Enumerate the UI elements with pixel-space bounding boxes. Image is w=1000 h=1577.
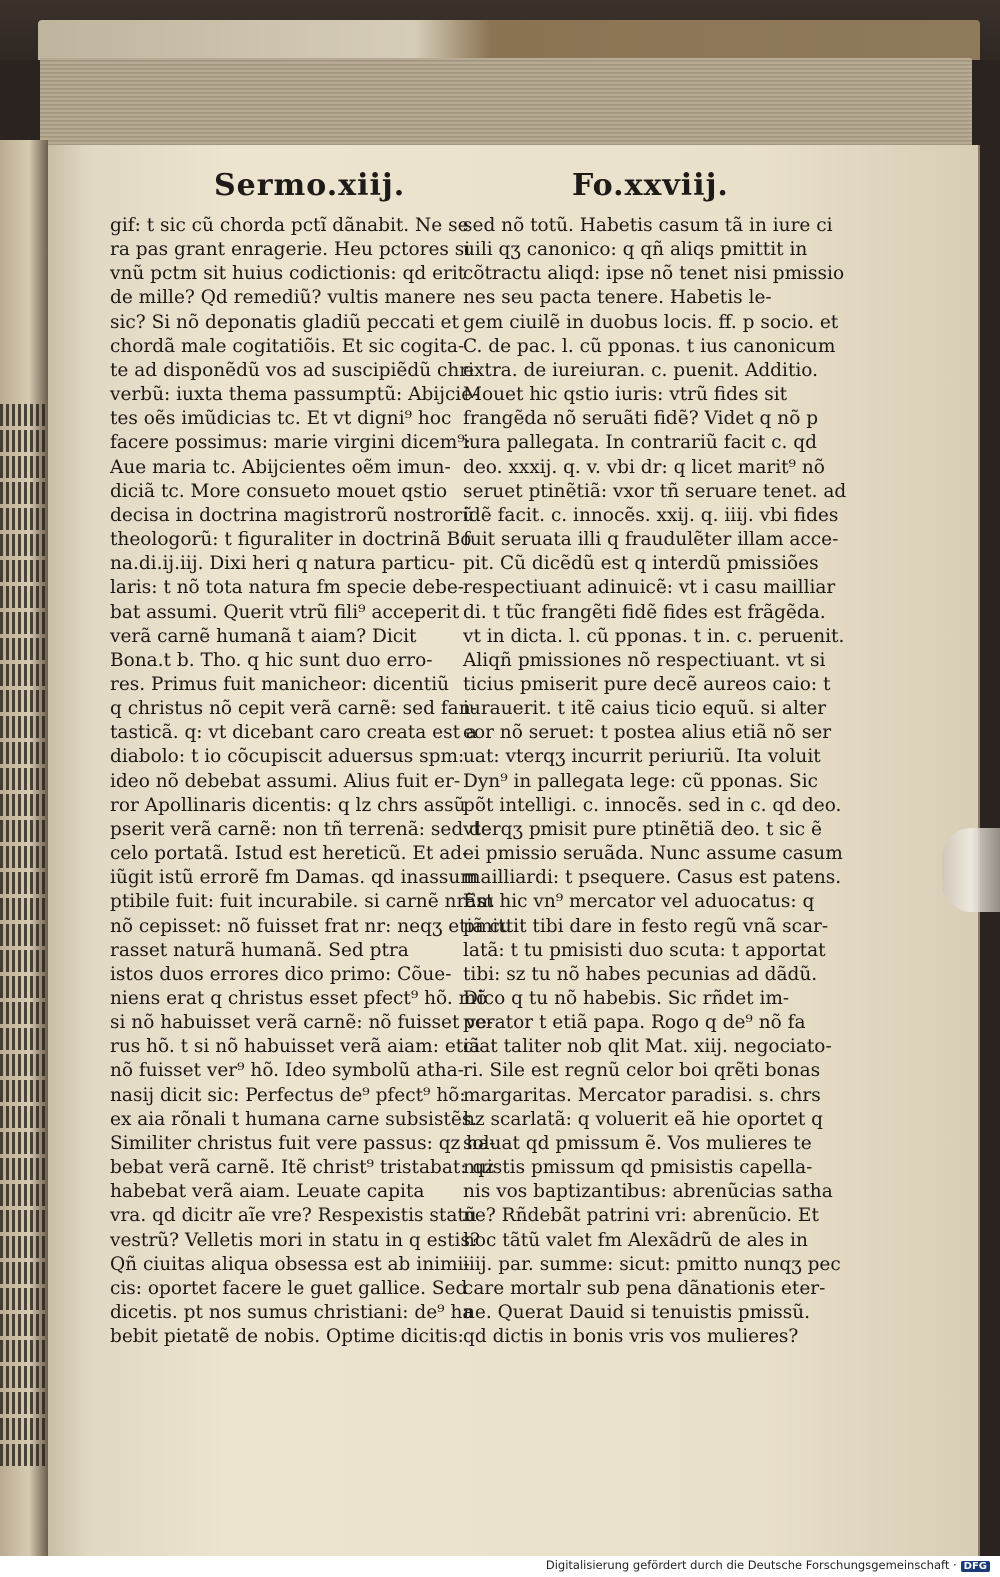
text-line: perator t etiã papa. Rogo q de⁹ nõ fa: [463, 1012, 806, 1034]
text-line: facere possimus: marie virgini dicem⁹:: [110, 432, 471, 454]
text-line: tibi: sz tu nõ habes pecunias ad dãdũ.: [463, 963, 818, 985]
text-line: di. t tũc frangẽti fidẽ fides est frãgẽda.: [463, 601, 826, 623]
text-line: si nõ habuisset verã carnẽ: nõ fuisset ve-: [110, 1012, 493, 1034]
text-line: res. Primus fuit manicheor: dicentiũ: [110, 673, 450, 695]
funding-text: Digitalisierung gefördert durch die Deutsche Forschungsgemeinschaft ·: [545, 1558, 957, 1572]
text-line: mailliardi: t psequere. Casus est patens.: [463, 867, 842, 889]
text-line: Aliqñ pmissiones nõ respectiuant. vt si: [463, 649, 826, 671]
left-page-text-fragment: [0, 400, 46, 1520]
text-line: theologorũ: t figuraliter in doctrinã Bo: [110, 529, 472, 551]
text-line: ra pas grant enragerie. Heu pctores si: [110, 239, 471, 261]
text-line: gem ciuilẽ in duobus locis. ff. p socio. et: [463, 311, 839, 333]
text-line: hz scarlatã: q voluerit eã hie oportet q: [463, 1108, 823, 1130]
text-line: diciã tc. More consueto mouet qstio: [110, 480, 448, 502]
text-line: pserit verã carnẽ: non tñ terrenã: sed de: [110, 818, 492, 840]
text-line: latã: t tu pmisisti duo scuta: t apportat: [463, 939, 826, 961]
text-line: vra. qd dicitr aĩe vre? Respexistis statũ: [110, 1205, 477, 1227]
text-line: bebat verã carnẽ. Itẽ christ⁹ tristabat: qz: [110, 1157, 494, 1179]
text-line: habebat verã aiam. Leuate capita: [110, 1181, 425, 1203]
text-line: Similiter christus fuit vere passus: qz ha-: [110, 1132, 496, 1154]
text-line: ne? Rñdebãt patrini vri: abrenũcio. Et: [463, 1205, 819, 1227]
text-line: idẽ facit. c. innocẽs. xxij. q. iiij. vbi fides: [463, 504, 839, 526]
text-line: ex aia rõnali t humana carne subsistẽs.: [110, 1108, 478, 1130]
text-line: uat: vterqʒ incurrit periuriũ. Ita voluit: [463, 746, 821, 768]
text-line: tasticã. q: vt dicebant caro creata est a: [110, 722, 477, 744]
text-line: Est hic vn⁹ mercator vel aduocatus: q: [463, 891, 815, 913]
text-line: nuistis pmissum qd pmisistis capella-: [463, 1157, 813, 1179]
text-column-left: [110, 214, 512, 1349]
text-line: verbũ: iuxta thema passumptũ: Abijcie-: [110, 384, 479, 406]
text-line: ri. Sile est regnũ celor boi qrẽti bonas: [463, 1060, 821, 1082]
text-line: chordã male cogitatiõis. Et sic cogita-: [110, 335, 465, 357]
text-line: te ad disponẽdũ vos ad suscipiẽdũ chri: [110, 359, 475, 381]
text-line: ticius pmiserit pure decẽ aureos caio: t: [463, 673, 831, 695]
funding-notice: [546, 1558, 990, 1572]
text-line: vterqʒ pmisit pure ptinẽtiã deo. t sic ẽ: [463, 818, 822, 840]
text-line: Bona.t b. Tho. q hic sunt duo erro-: [110, 649, 433, 671]
text-line: Mouet hic qstio iuris: vtrũ fides sit: [463, 384, 788, 406]
text-line: vt in dicta. l. cũ pponas. t in. c. peruenit.: [463, 625, 845, 647]
text-line: celo portatã. Istud est hereticũ. Et ad-: [110, 843, 469, 865]
text-line: Dico q tu nõ habebis. Sic rñdet im-: [463, 988, 790, 1009]
text-line: seruet ptinẽtiã: vxor tñ seruare tenet. ad: [463, 480, 847, 502]
text-line: iurauerit. t itẽ caius ticio equũ. si alter: [463, 698, 827, 720]
page-stack-edges: [40, 58, 972, 150]
text-line: care mortalr sub pena dãnationis eter-: [463, 1277, 826, 1299]
dfg-logo: DFG: [961, 1561, 990, 1572]
text-line: ideo nõ debebat assumi. Alius fuit er-: [110, 770, 461, 792]
text-line: nõ cepisset: nõ fuisset frat nr: neqʒ etiã cu: [110, 915, 512, 937]
text-line: iũgit istũ errorẽ fm Damas. qd inassum: [110, 867, 478, 889]
text-line: extra. de iureiuran. c. puenit. Additio.: [463, 359, 818, 381]
text-line: soluat qd pmissum ẽ. Vos mulieres te: [463, 1132, 812, 1154]
text-line: C. de pac. l. cũ pponas. t ius canonicum: [463, 335, 836, 357]
text-line: ptibile fuit: fuit incurabile. si carnẽ nrãm: [110, 891, 494, 913]
text-column-right: [463, 214, 847, 1349]
text-line: sic? Si nõ deponatis gladiũ peccati et: [110, 311, 459, 333]
footer-bar: [0, 1556, 1000, 1577]
text-line: dicetis. pt nos sumus christiani: de⁹ ha: [110, 1302, 474, 1324]
text-line: verã carnẽ humanã t aiam? Dicit: [110, 625, 417, 647]
text-line: iura pallegata. In contrariũ facit c. qd: [463, 432, 817, 454]
book-top-edge: [38, 20, 980, 60]
text-line: q christus nõ cepit verã carnẽ: sed fan-: [110, 698, 477, 720]
text-line: deo. xxxij. q. v. vbi dr: q licet marit⁹ nõ: [463, 456, 825, 478]
text-line: nasij dicit sic: Perfectus de⁹ pfect⁹ hõ:: [110, 1084, 466, 1106]
text-line: eor nõ seruet: t postea alius etiã nõ ser: [463, 722, 832, 744]
text-line: ei pmissio seruãda. Nunc assume casum: [463, 843, 843, 865]
text-line: bebit pietatẽ de nobis. Optime dicitis:: [110, 1326, 464, 1348]
folio-number: Fo.xxviij.: [572, 168, 729, 203]
text-line: Qñ ciuitas aliqua obsessa est ab inimi-: [110, 1253, 470, 1275]
text-line: diabolo: t io cõcupiscit aduersus spm:: [110, 746, 465, 768]
page-clip: [942, 828, 1000, 912]
text-line: rus hõ. t si nõ habuisset verã aiam: etiã: [110, 1036, 481, 1058]
text-line: ror Apollinaris dicentis: q lz chrs assũ: [110, 794, 466, 816]
text-line: nõ fuisset ver⁹ hõ. Ideo symbolũ atha-: [110, 1060, 464, 1082]
text-line: margaritas. Mercator paradisi. s. chrs: [463, 1084, 821, 1106]
text-line: vestrũ? Velletis mori in statu in q estis?: [110, 1229, 480, 1251]
text-line: decisa in doctrina magistrorũ nostrorũ: [110, 504, 475, 526]
left-page-fragment: [0, 140, 48, 1560]
text-line: uili qʒ canonico: q qñ aliqs pmittit in: [463, 239, 808, 261]
text-line: bat assumi. Querit vtrũ fili⁹ acceperit: [110, 601, 460, 623]
text-line: niens erat q christus esset pfect⁹ hõ. mõ: [110, 988, 488, 1009]
text-line: nis vos baptizantibus: abrenũcias satha: [463, 1181, 833, 1203]
text-line: Dyn⁹ in pallegata lege: cũ pponas. Sic: [463, 770, 818, 792]
text-line: pit. Cũ dicẽdũ est q interdũ pmissiões: [463, 553, 819, 575]
text-line: hoc tãtũ valet fm Alexãdrũ de ales in: [463, 1229, 808, 1251]
text-line: rasset naturã humanã. Sed ptra: [110, 939, 409, 961]
text-line: Aue maria tc. Abijcientes oẽm imun-: [110, 456, 451, 478]
text-line: na.di.ij.iij. Dixi heri q natura particu-: [110, 553, 456, 575]
text-line: cis: oportet facere le guet gallice. Sed: [110, 1277, 468, 1299]
text-line: ne. Querat Dauid si tenuistis pmissũ.: [463, 1302, 810, 1324]
text-line: frangẽda nõ seruãti fidẽ? Videt q nõ p: [463, 408, 819, 430]
text-line: vnũ pctm sit huius codictionis: qd erit: [110, 263, 466, 285]
text-line: qd dictis in bonis vris vos mulieres?: [463, 1326, 799, 1348]
text-line: istos duos errores dico primo: Cõue-: [110, 963, 452, 985]
text-line: fuit seruata illi q fraudulẽter illam acce-: [463, 529, 839, 551]
text-line: gif: t sic cũ chorda pctĩ dãnabit. Ne se: [110, 215, 469, 236]
text-line: iiij. par. summe: sicut: pmitto nunqʒ pec: [463, 1253, 841, 1275]
text-line: respectiuant adinuicẽ: vt i casu mailliar: [463, 577, 836, 599]
running-header-left: Sermo.xiij.: [214, 168, 406, 203]
text-line: tes oẽs imũdicias tc. Et vt digni⁹ hoc: [110, 408, 452, 430]
text-line: de mille? Qd remediũ? vultis manere: [110, 287, 456, 309]
text-line: pmittit tibi dare in festo regũ vnã scar-: [463, 915, 829, 937]
text-line: nes seu pacta tenere. Habetis le-: [463, 287, 772, 309]
text-line: ciat taliter nob qlit Mat. xiij. negociato-: [463, 1036, 832, 1058]
text-line: cõtractu aliqd: ipse nõ tenet nisi pmissio: [463, 263, 845, 285]
text-line: põt intelligi. c. innocẽs. sed in c. qd deo.: [463, 794, 842, 816]
text-line: sed nõ totũ. Habetis casum tã in iure ci: [463, 215, 833, 236]
text-line: laris: t nõ tota natura fm specie debe-: [110, 577, 465, 599]
